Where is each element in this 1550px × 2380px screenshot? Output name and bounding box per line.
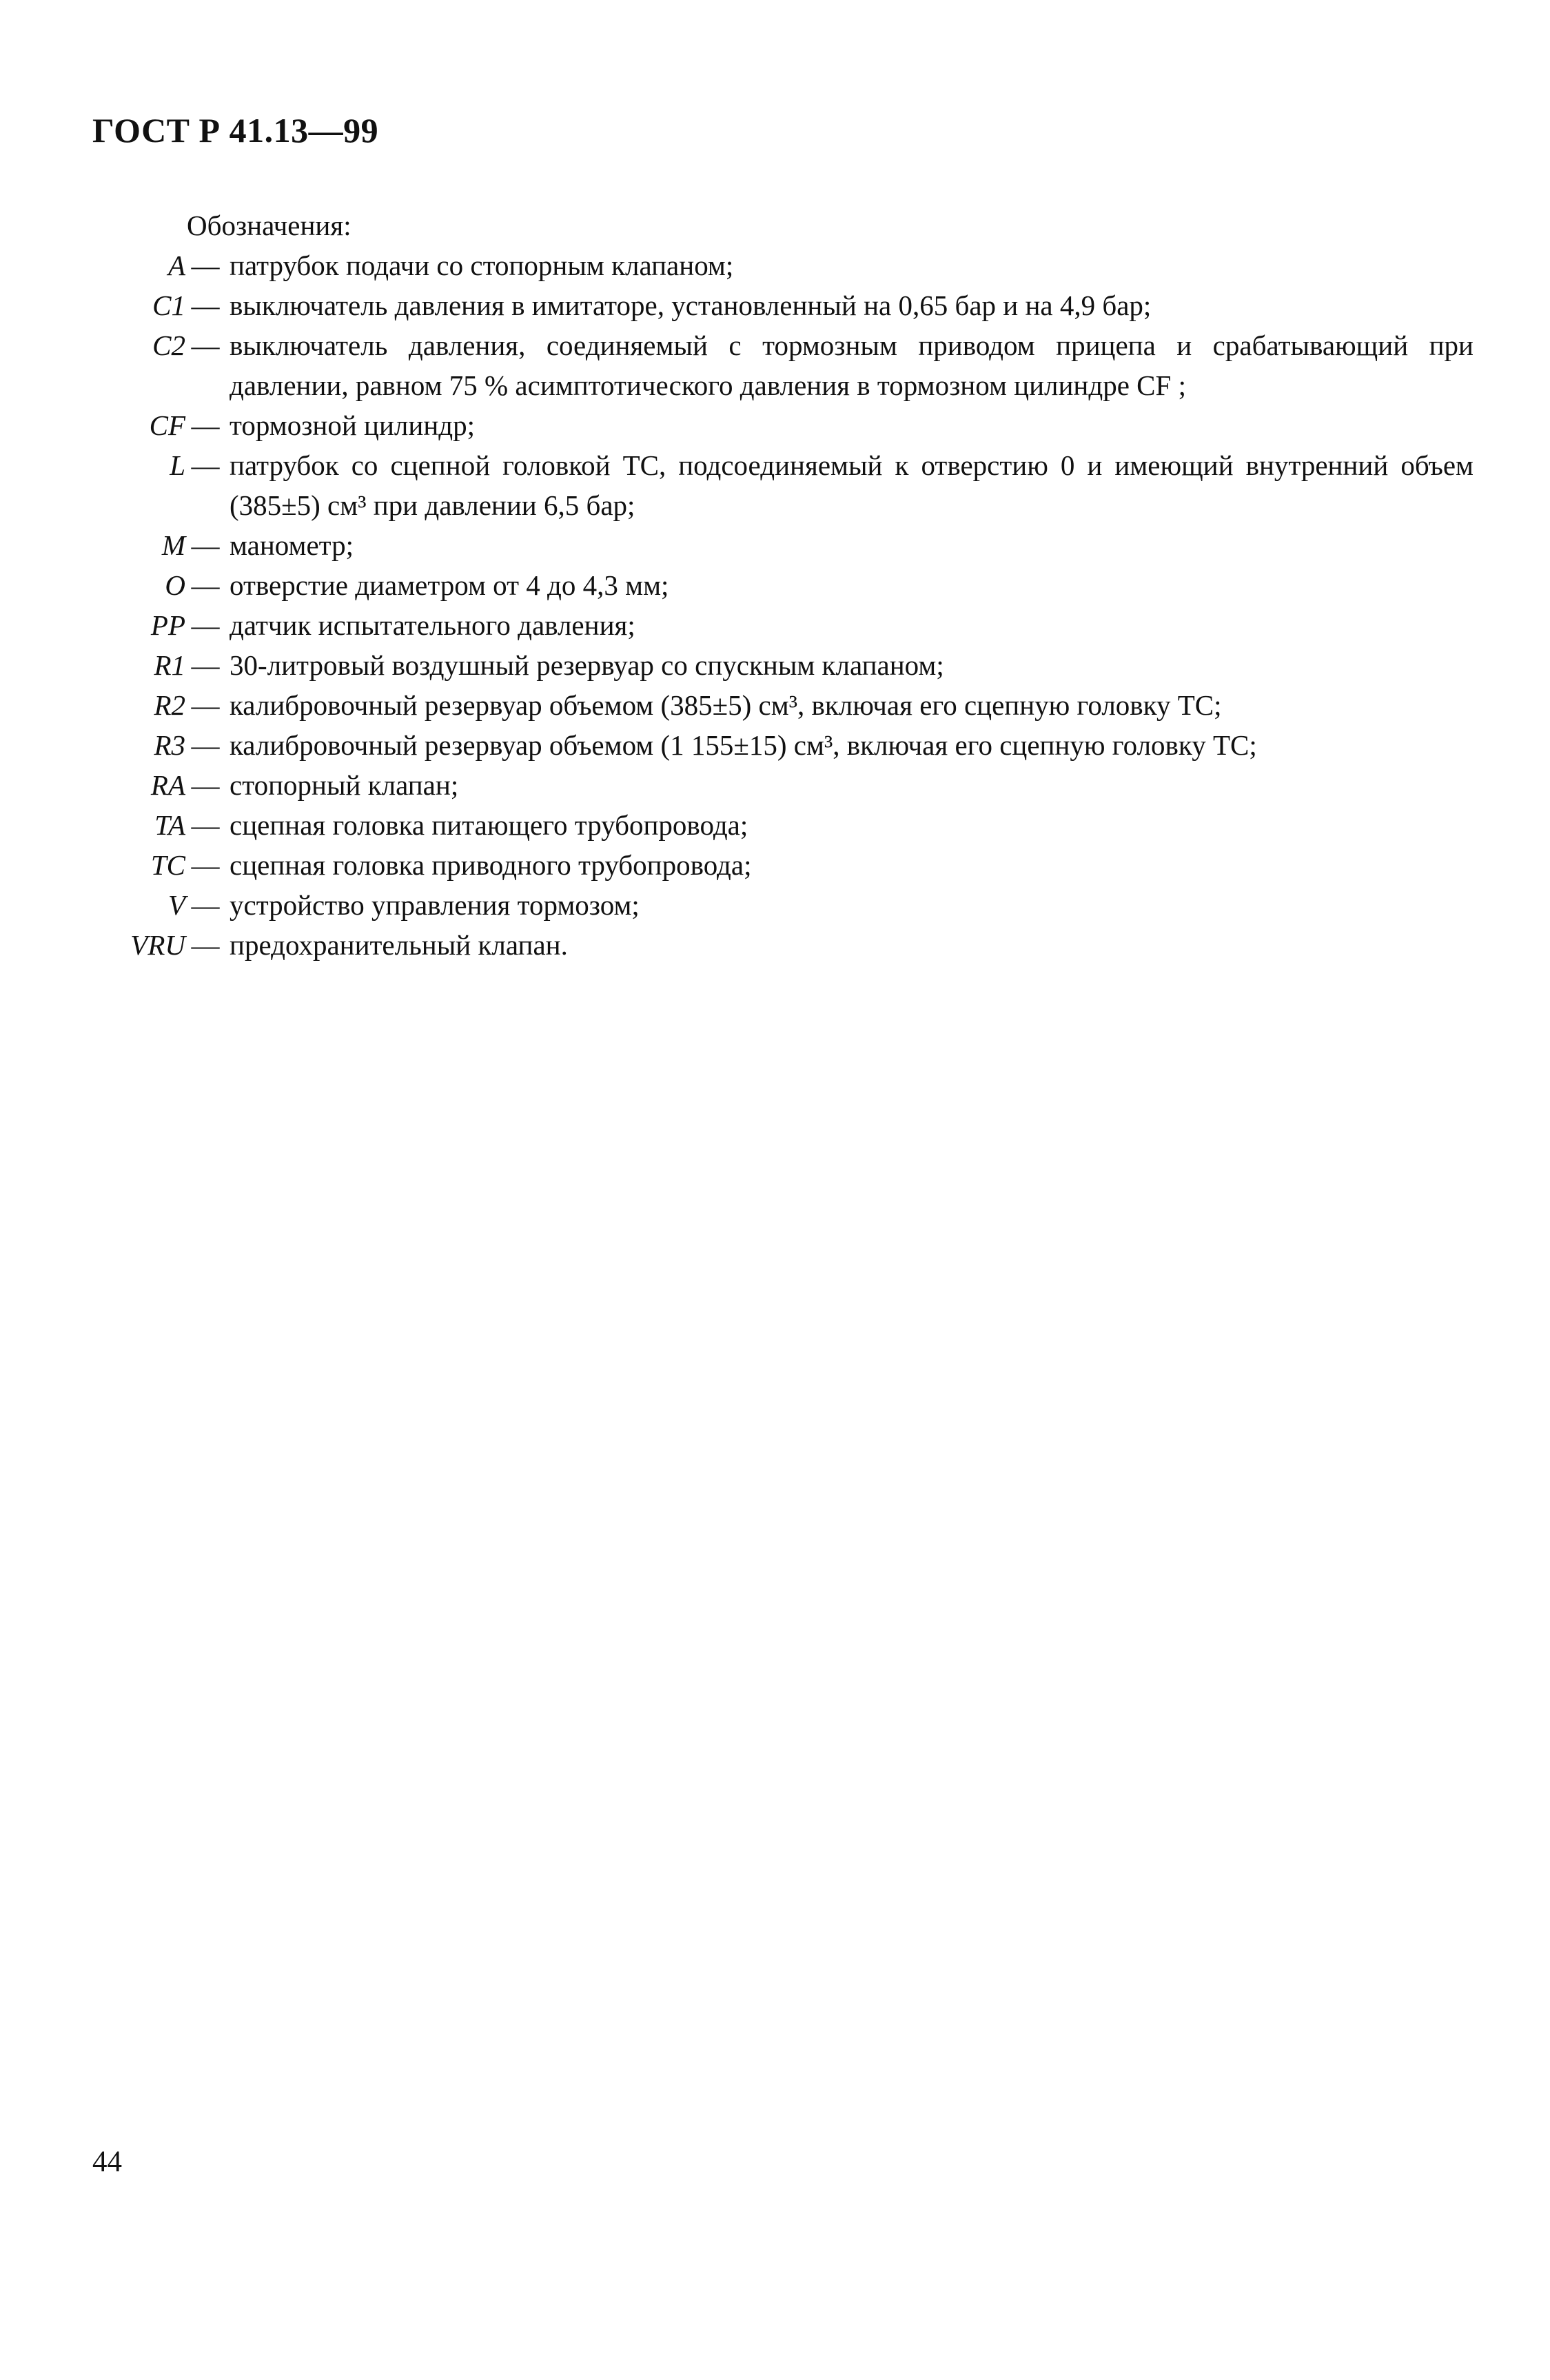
legend-text: устройство управления тормозом; xyxy=(230,889,640,921)
legend-dash: — xyxy=(191,929,220,961)
legend-text: датчик испытательного давления; xyxy=(230,609,635,641)
legend-text: предохранительный клапан. xyxy=(230,929,568,961)
page-number: 44 xyxy=(92,2146,122,2178)
document-header-standard-code: ГОСТ Р 41.13—99 xyxy=(92,111,379,150)
legend-symbol: TA xyxy=(154,809,185,841)
legend-dash: — xyxy=(191,609,220,641)
legend-title: Обозначения: xyxy=(187,210,351,241)
legend-symbol: C1 xyxy=(152,289,185,321)
legend-text: калибровочный резервуар объемом (385±5) см³, включая его сцепную головку TC; xyxy=(230,689,1222,721)
legend-text: патрубок подачи со стопорным клапаном; xyxy=(230,250,734,281)
legend-entry-m xyxy=(0,525,1550,565)
legend-entry-c2 xyxy=(0,325,1550,405)
legend-symbol: R3 xyxy=(154,729,185,761)
legend-symbol: A xyxy=(167,250,185,281)
legend-symbol: TC xyxy=(150,849,185,881)
legend-text: тормозной цилиндр; xyxy=(230,409,476,441)
legend-text: выключатель давления, соединяемый с тормозным приводом прицепа и срабатывающий при давлении, равном 75 % асимптотического давления в тормозном цилиндре CF ; xyxy=(230,329,1473,401)
legend-dash: — xyxy=(191,449,220,481)
legend-dash: — xyxy=(191,649,220,681)
legend-text: калибровочный резервуар объемом (1 155±15) см³, включая его сцепную головку TC; xyxy=(230,729,1257,761)
legend-entry-r1 xyxy=(0,645,1550,685)
legend-entry-ra xyxy=(0,765,1550,805)
legend-list xyxy=(0,245,1550,965)
legend-dash: — xyxy=(191,329,220,361)
legend-entry-pp xyxy=(0,605,1550,645)
legend-symbol: O xyxy=(165,569,185,601)
legend-entry-vru xyxy=(0,925,1550,965)
legend-symbol: R1 xyxy=(154,649,185,681)
legend-symbol: M xyxy=(161,529,185,561)
legend-entry-o xyxy=(0,565,1550,605)
legend-text: выключатель давления в имитаторе, установленный на 0,65 бар и на 4,9 бар; xyxy=(230,289,1152,321)
legend-symbol: CF xyxy=(149,409,185,441)
legend-entry-r2 xyxy=(0,685,1550,725)
legend-symbol: PP xyxy=(150,609,185,641)
legend-symbol: R2 xyxy=(154,689,185,721)
legend-dash: — xyxy=(191,569,220,601)
legend-text: отверстие диаметром от 4 до 4,3 мм; xyxy=(230,569,669,601)
legend-text: стопорный клапан; xyxy=(230,769,459,801)
legend-entry-v xyxy=(0,885,1550,925)
legend-dash: — xyxy=(191,889,220,921)
legend-entry-c1 xyxy=(0,285,1550,325)
legend-entry-l xyxy=(0,445,1550,525)
legend-symbol: RA xyxy=(150,769,185,801)
legend-dash: — xyxy=(191,769,220,801)
legend-dash: — xyxy=(191,849,220,881)
legend-dash: — xyxy=(191,809,220,841)
legend-symbol: V xyxy=(167,889,185,921)
legend-symbol: VRU xyxy=(130,929,185,961)
legend-text: сцепная головка питающего трубопровода; xyxy=(230,809,748,841)
legend-entry-tc xyxy=(0,845,1550,885)
legend-dash: — xyxy=(191,409,220,441)
legend-text: патрубок со сцепной головкой ТС, подсоединяемый к отверстию 0 и имеющий внутренний объем (385±5) см³ при давлении 6,5 бар; xyxy=(230,449,1473,521)
legend-entry-cf xyxy=(0,405,1550,445)
legend-text: сцепная головка приводного трубопровода; xyxy=(230,849,752,881)
legend-symbol: L xyxy=(170,449,185,481)
legend-dash: — xyxy=(191,689,220,721)
legend-symbol: C2 xyxy=(152,329,185,361)
legend-text: 30-литровый воздушный резервуар со спускным клапаном; xyxy=(230,649,944,681)
legend-text: манометр; xyxy=(230,529,354,561)
legend-entry-r3 xyxy=(0,725,1550,765)
legend-dash: — xyxy=(191,729,220,761)
legend-entry-a xyxy=(0,245,1550,285)
legend-dash: — xyxy=(191,250,220,281)
legend-entry-ta xyxy=(0,805,1550,845)
legend-dash: — xyxy=(191,289,220,321)
legend-dash: — xyxy=(191,529,220,561)
